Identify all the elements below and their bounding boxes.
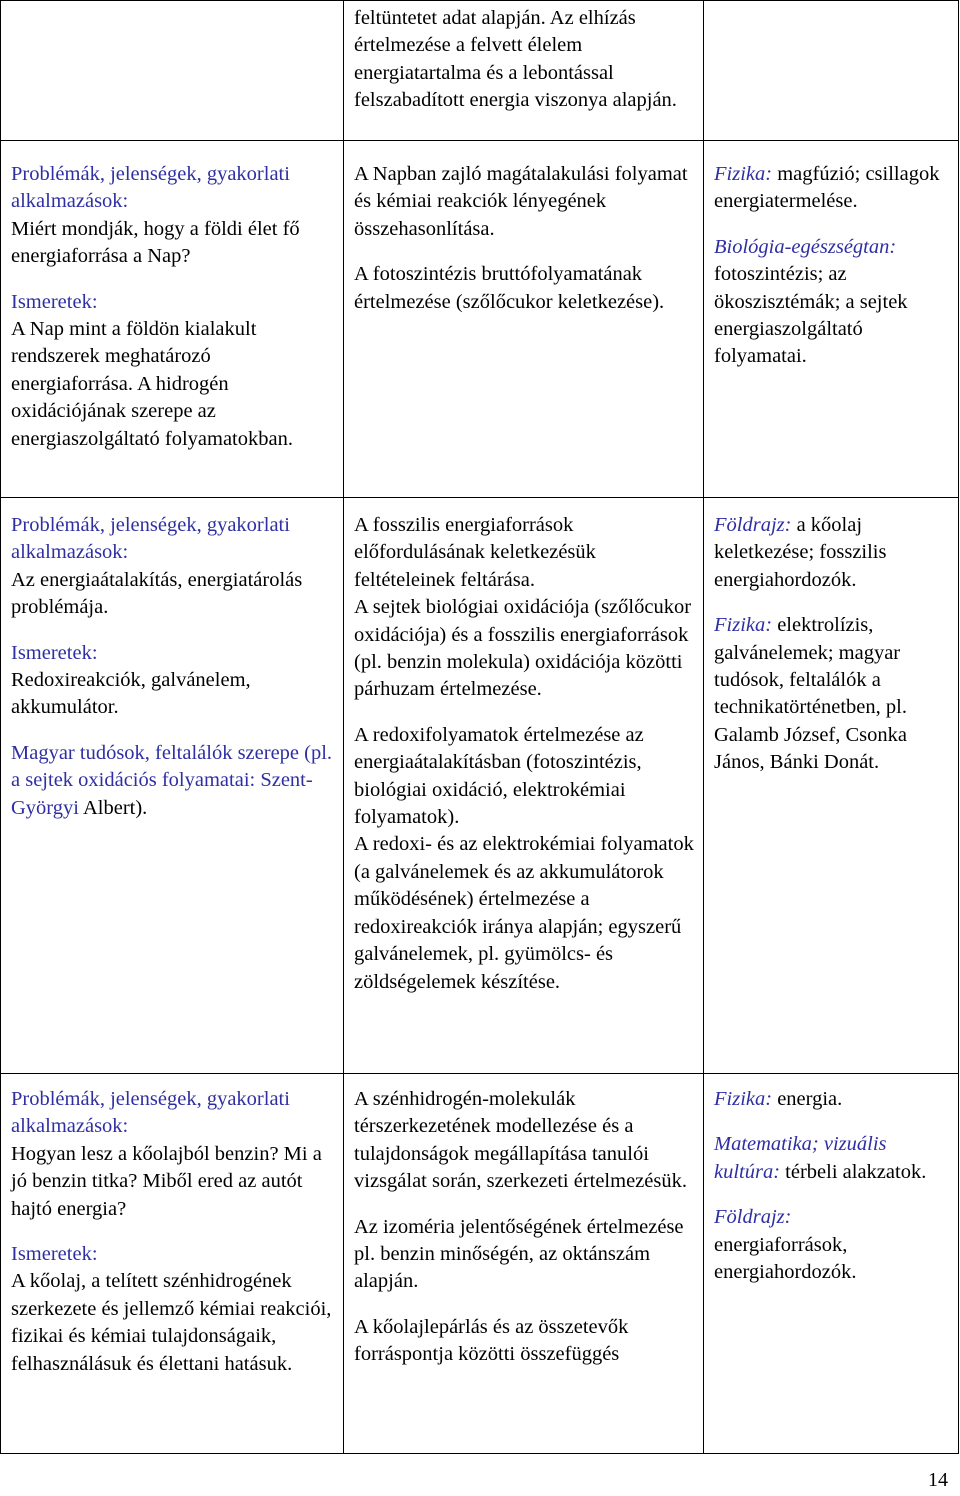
row3-problems-cell bbox=[1, 1074, 344, 1454]
problems-label: Problémák, jelenségek, gyakorlati alkalmazások: bbox=[11, 163, 290, 213]
problems-label: Problémák, jelenségek, gyakorlati alkalmazások: bbox=[11, 514, 290, 564]
subject-text: energiaforrások, energiahordozók. bbox=[714, 1233, 857, 1284]
problems-text: Miért mondják, hogy a földi élet fő energiaforrása a Nap? bbox=[11, 217, 300, 268]
page-number: 14 bbox=[928, 1469, 948, 1491]
table-row bbox=[1, 141, 959, 498]
activity-text: A redoxi- és az elektrokémiai folyamatok (a galvánelemek és az akkumulátorok működésének) értelmezése a redoxireakciók iránya alapján; egyszerű galvánelemek, pl. gyümölcs- és zöldségelemek készítése. bbox=[354, 833, 694, 993]
subject-text: térbeli alakzatok. bbox=[785, 1160, 927, 1183]
row1-activities-cell bbox=[344, 141, 704, 498]
row1-connections-cell bbox=[704, 141, 959, 498]
problems-text: Az energiaátalakítás, energiatárolás problémája. bbox=[11, 568, 303, 619]
subject-label: Fizika: bbox=[714, 163, 773, 185]
row1-problems-cell bbox=[1, 141, 344, 498]
subject-label: Fizika: bbox=[714, 1088, 773, 1110]
row0-connections-cell bbox=[704, 1, 959, 141]
activity-text: A Napban zajló magátalakulási folyamat és kémiai reakciók lényegének összehasonlítása. bbox=[354, 163, 688, 240]
activity-text: A kőolajlepárlás és az összetevők forráspontja közötti összefüggés bbox=[354, 1315, 629, 1366]
activity-text: A fosszilis energiaforrások előfordulásának keletkezésük feltételeinek feltárása. bbox=[354, 514, 596, 591]
subject-label: Matematika; vizuális kultúra: bbox=[714, 1133, 887, 1183]
knowledge-label: Ismeretek: bbox=[11, 1243, 98, 1266]
row2-activities-cell bbox=[344, 498, 704, 1074]
knowledge-label: Ismeretek: bbox=[11, 641, 98, 664]
row2-problems-cell bbox=[1, 498, 344, 1074]
knowledge-text: A Nap mint a földön kialakult rendszerek meghatározó energiaforrása. A hidrogén oxidációjának szerepe az energiaszolgáltató folyamatokban. bbox=[11, 318, 293, 450]
row0-activities-cell bbox=[344, 1, 704, 141]
row2-connections-cell bbox=[704, 498, 959, 1074]
subject-label: Fizika: bbox=[714, 614, 773, 637]
scientists-label: Magyar tudósok, feltalálók szerepe (pl. a sejtek oxidációs folyamatai: Szent-Györgyi bbox=[11, 741, 333, 819]
problems-label: Problémák, jelenségek, gyakorlati alkalmazások: bbox=[11, 1088, 290, 1138]
table-row bbox=[1, 1074, 959, 1454]
row3-activities-cell bbox=[344, 1074, 704, 1454]
subject-text: magfúzió; csillagok energiatermelése. bbox=[714, 163, 940, 213]
activity-text: A sejtek biológiai oxidációja (szőlőcukor oxidációja) és a fosszilis energiaforrások (pl. benzin molekula) oxidációja közötti párhuzam értelmezése. bbox=[354, 596, 692, 701]
activity-text: A redoxifolyamatok értelmezése az energiaátalakításban (fotoszintézis, biológiai oxidáció, elektrokémiai folyamatok). bbox=[354, 723, 644, 829]
subject-label: Biológia-egészségtan: bbox=[714, 235, 897, 258]
activity-text: feltüntetet adat alapján. Az elhízás értelmezése a felvett élelem energiatartalma és a lebontással felszabadított energia viszonya alapján. bbox=[354, 7, 677, 112]
row3-connections-cell bbox=[704, 1074, 959, 1454]
row0-problems-cell bbox=[1, 1, 344, 141]
subject-text: energia. bbox=[777, 1088, 843, 1110]
activity-text: A fotoszintézis bruttófolyamatának értelmezése (szőlőcukor keletkezése). bbox=[354, 263, 665, 313]
knowledge-text: A kőolaj, a telített szénhidrogének szerkezete és jellemző kémiai reakciói, fizikai és kémiai tulajdonságaik, felhasználásuk és élettani hatásuk. bbox=[11, 1270, 332, 1375]
activity-text: A szénhidrogén-molekulák térszerkezetének modellezése és a tulajdonságok megállapítása tanulói vizsgálat során, szerkezeti értelmezésük. bbox=[354, 1088, 687, 1193]
subject-text: elektrolízis, galvánelemek; magyar tudósok, feltalálók a technikatörténetben, pl. Galamb József, Csonka János, Bánki Donát. bbox=[714, 614, 907, 774]
knowledge-text: Redoxireakciók, galvánelem, akkumulátor. bbox=[11, 669, 251, 719]
table-row bbox=[1, 498, 959, 1074]
subject-label: Földrajz: bbox=[714, 514, 792, 536]
subject-label: Földrajz: bbox=[714, 1206, 792, 1229]
table-row bbox=[1, 1, 959, 141]
knowledge-label: Ismeretek: bbox=[11, 290, 98, 313]
subject-text: a kőolaj keletkezése; fosszilis energiahordozók. bbox=[714, 514, 887, 591]
problems-text: Hogyan lesz a kőolajból benzin? Mi a jó benzin titka? Miből ered az autót hajtó energia? bbox=[11, 1142, 322, 1220]
scientists-text: Albert). bbox=[82, 796, 148, 819]
activity-text: Az izoméria jelentőségének értelmezése pl. benzin minőségén, az oktánszám alapján. bbox=[354, 1215, 684, 1293]
subject-text: fotoszintézis; az ökoszisztémák; a sejtek energiaszolgáltató folyamatai. bbox=[714, 263, 908, 368]
